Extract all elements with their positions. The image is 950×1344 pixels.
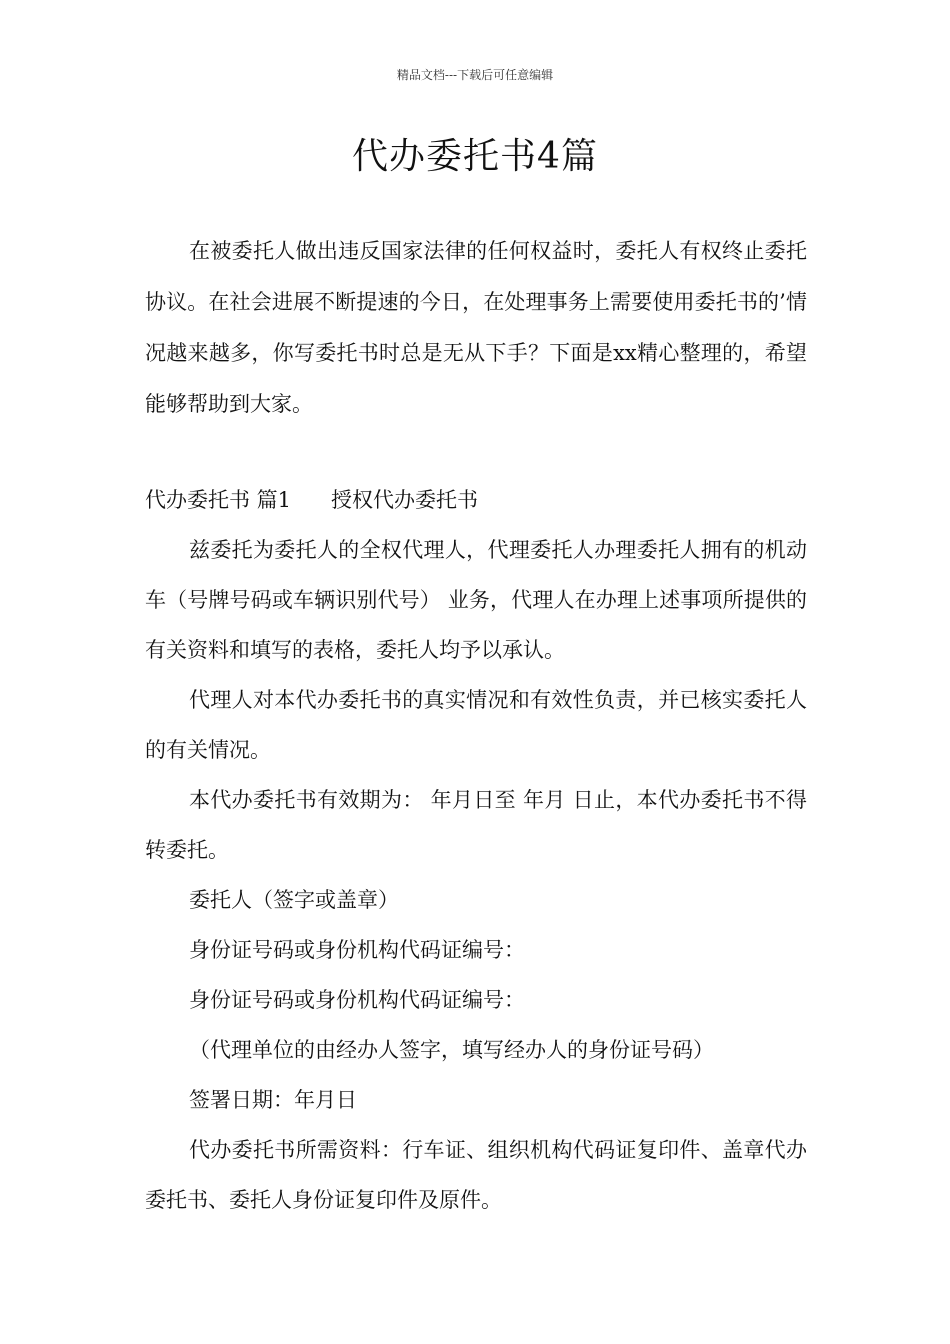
intro-block: [145, 226, 807, 430]
section-heading: [145, 475, 807, 525]
sign-date-line: 签署日期：年月日: [189, 1088, 357, 1112]
section-subtitle: 授权代办委托书: [331, 488, 479, 512]
intro-paragraph: 在被委托人做出违反国家法律的任何权益时，委托人有权终止委托协议。在社会进展不断提速的今日，在处理事务上需要使用委托书的’情况越来越多，你写委托书时总是无从下手？下面是xx精心整理的，希望能够帮助到大家。: [145, 239, 807, 416]
id-number-line: 身份证号码或身份机构代码证编号：: [189, 988, 525, 1012]
header-note: 精品文档---下载后可任意编辑: [396, 68, 554, 82]
section-label: 代办委托书 篇1: [145, 488, 292, 512]
document-title: 代办委托书4篇: [352, 136, 598, 177]
section-paragraph: 兹委托为委托人的全权代理人，代理委托人办理委托人拥有的机动车（号牌号码或车辆识别代号） 业务，代理人在办理上述事项所提供的有关资料和填写的表格，委托人均予以承认。: [145, 538, 807, 662]
section-paragraph: 本代办委托书有效期为： 年月日至 年月 日止，本代办委托书不得转委托。: [145, 788, 807, 862]
required-materials-paragraph: 代办委托书所需资料：行车证、组织机构代码证复印件、盖章代办委托书、委托人身份证复印件及原件。: [145, 1138, 807, 1212]
section-paragraph: 代理人对本代办委托书的真实情况和有效性负责，并已核实委托人的有关情况。: [145, 688, 807, 762]
section-1: [145, 475, 807, 1225]
id-number-line: 身份证号码或身份机构代码证编号：: [189, 938, 525, 962]
signature-line: 委托人（签字或盖章）: [189, 888, 399, 912]
note-line: （代理单位的由经办人签字，填写经办人的身份证号码）: [189, 1038, 714, 1062]
